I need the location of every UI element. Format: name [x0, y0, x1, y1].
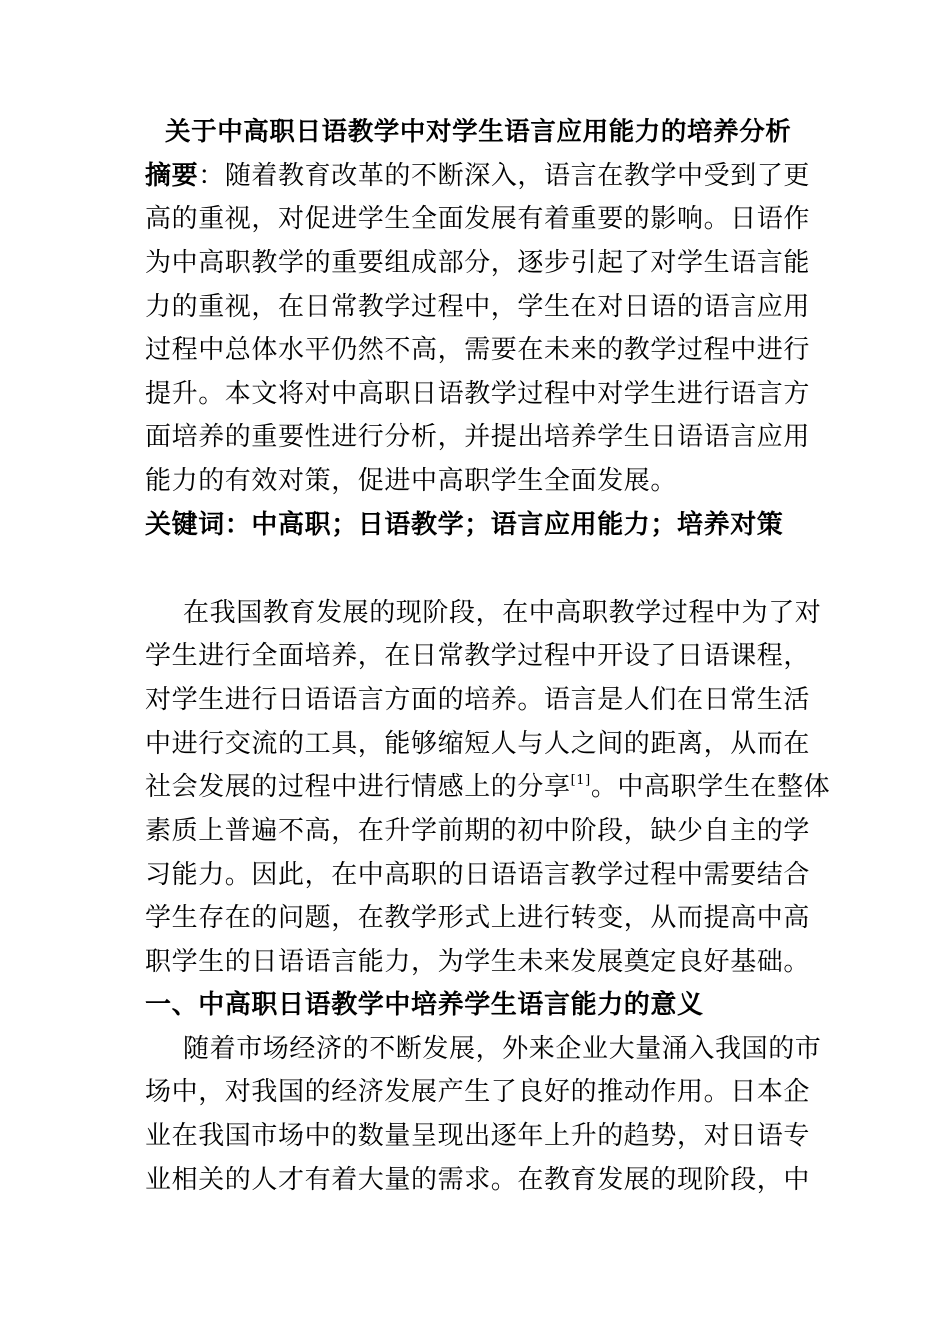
intro-line-part: 社会发展的过程中进行情感上的分享 — [145, 772, 571, 802]
section-line: 业相关的人才有着大量的需求。在教育发展的现阶段，中 — [145, 1165, 811, 1195]
keywords-label: 关键词： — [145, 510, 252, 540]
section-heading: 一、中高职日语教学中培养学生语言能力的意义 — [145, 990, 704, 1020]
intro-line: 习能力。因此，在中高职的日语语言教学过程中需要结合 — [145, 860, 811, 890]
abstract-line: 过程中总体水平仍然不高，需要在未来的教学过程中进行 — [145, 335, 811, 365]
abstract-separator: ： — [198, 161, 225, 191]
abstract-line: 能力的有效对策，促进中高职学生全面发展。 — [145, 466, 678, 496]
intro-line: 学生存在的问题，在教学形式上进行转变，从而提高中高 — [145, 903, 811, 933]
intro-line-part: 。中高职学生在整体 — [590, 772, 831, 802]
keywords-line — [145, 510, 783, 540]
document-title: 关于中高职日语教学中对学生语言应用能力的培养分析 — [165, 117, 792, 147]
intro-line-with-citation — [145, 772, 830, 802]
keywords-text: 中高职；日语教学；语言应用能力；培养对策 — [251, 510, 784, 540]
section-line: 业在我国市场中的数量呈现出逐年上升的趋势，对日语专 — [145, 1121, 811, 1151]
abstract-line: 提升。本文将对中高职日语教学过程中对学生进行语言方 — [145, 379, 811, 409]
citation-ref[interactable]: [1] — [570, 773, 591, 788]
abstract-first-line — [145, 161, 810, 191]
abstract-line: 高的重视，对促进学生全面发展有着重要的影响。日语作 — [145, 204, 811, 234]
intro-line: 对学生进行日语语言方面的培养。语言是人们在日常生活 — [145, 685, 811, 715]
abstract-line: 面培养的重要性进行分析，并提出培养学生日语语言应用 — [145, 422, 811, 452]
section-line: 场中，对我国的经济发展产生了良好的推动作用。日本企 — [145, 1077, 811, 1107]
abstract-line: 力的重视，在日常教学过程中，学生在对日语的语言应用 — [145, 292, 811, 322]
abstract-line: 为中高职教学的重要组成部分，逐步引起了对学生语言能 — [145, 248, 811, 278]
intro-line: 学生进行全面培养，在日常教学过程中开设了日语课程， — [145, 641, 811, 671]
abstract-label: 摘要 — [145, 161, 199, 191]
intro-line: 在我国教育发展的现阶段，在中高职教学过程中为了对 — [183, 598, 822, 628]
section-line: 随着市场经济的不断发展，外来企业大量涌入我国的市 — [183, 1034, 822, 1064]
intro-line: 职学生的日语语言能力，为学生未来发展奠定良好基础。 — [145, 947, 811, 977]
abstract-line: 随着教育改革的不断深入，语言在教学中受到了更 — [224, 161, 811, 191]
intro-line: 素质上普遍不高，在升学前期的初中阶段，缺少自主的学 — [145, 816, 811, 846]
intro-line: 中进行交流的工具，能够缩短人与人之间的距离，从而在 — [145, 729, 811, 759]
